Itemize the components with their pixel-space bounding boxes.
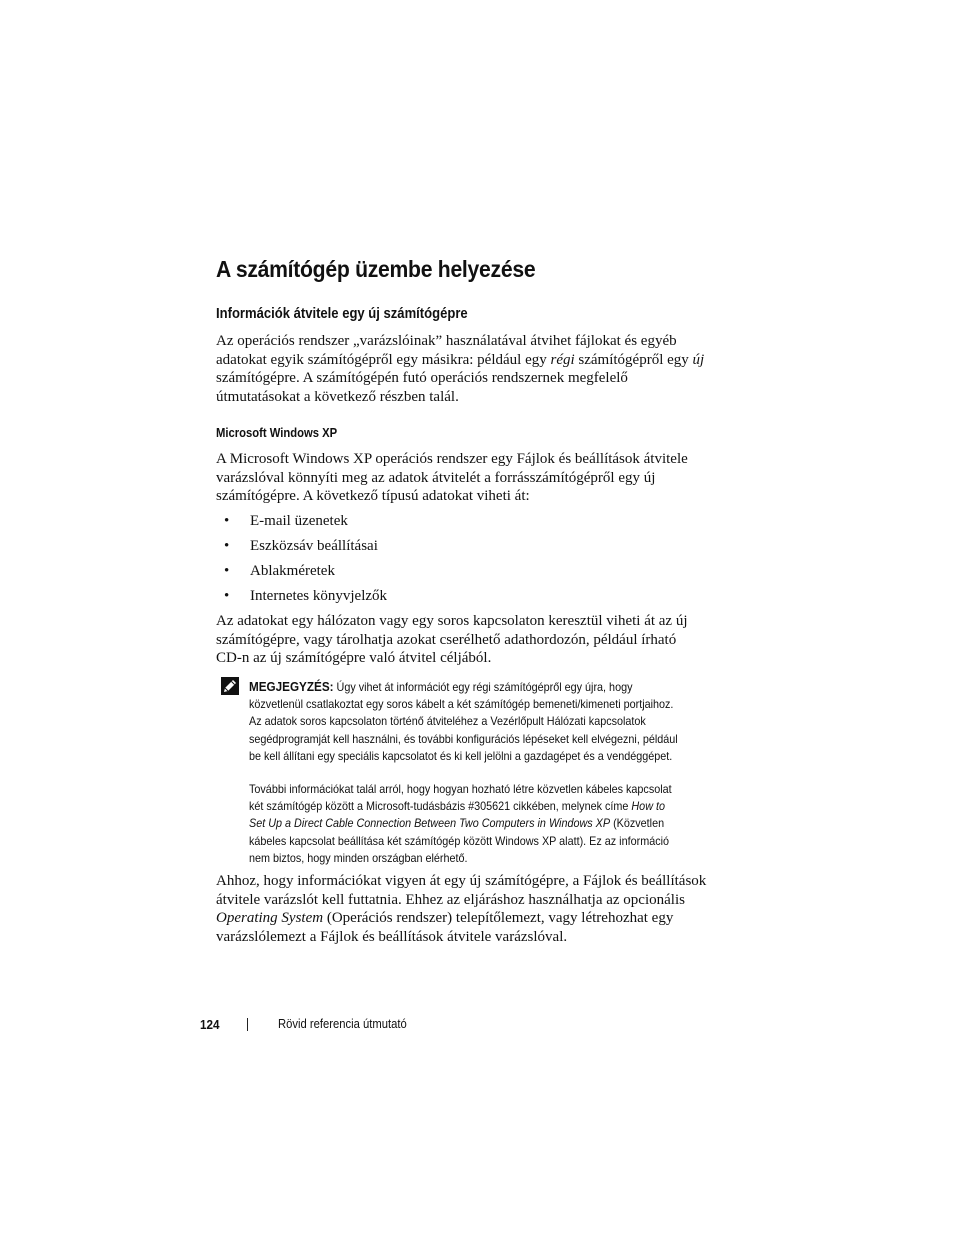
list-item: • Internetes könyvjelzők xyxy=(224,588,388,604)
bullet-icon: • xyxy=(224,588,230,604)
bullet-icon: • xyxy=(224,538,230,554)
note-label: MEGJEGYZÉS: xyxy=(249,679,334,694)
note-line: be kell állítani egy speciális kapcsolatot és ki kell jelölni a gazdagépet és a vendéggépet. xyxy=(249,748,673,763)
list-item: • Ablakméretek xyxy=(224,563,335,579)
page-number: 124 xyxy=(200,1017,220,1032)
final-paragraph xyxy=(216,872,736,946)
transfer-line: Az adatokat egy hálózaton vagy egy soros kapcsolaton keresztül viheti át az új xyxy=(216,613,688,629)
intro-line: útmutatásokat a következő részben talál. xyxy=(216,388,459,405)
note-pencil-icon xyxy=(220,676,240,696)
final-line: Operating System (Operációs rendszer) telepítőlemezt, vagy létrehozhat egy xyxy=(216,910,674,926)
xp-line: számítógépre. A következő típusú adatokat viheti át: xyxy=(216,488,530,504)
xp-line: A Microsoft Windows XP operációs rendszer egy Fájlok és beállítások átvitele xyxy=(216,451,688,467)
intro-line: számítógépre. A számítógépén futó operációs rendszernek megfelelő xyxy=(216,370,628,386)
transfer-line: számítógépre, vagy tárolhatja azokat cserélhető adathordozón, például írható xyxy=(216,631,677,648)
footer-title: Rövid referencia útmutató xyxy=(278,1017,407,1031)
note-line: közvetlenül csatlakoztat egy soros kábelt a két számítógép bemeneti/kimeneti portjaihoz. xyxy=(249,697,674,712)
data-type-list xyxy=(224,511,387,611)
list-item: • Eszközsáv beállításai xyxy=(224,538,378,554)
final-line: varázslólemezt a Fájlok és beállítások átvitele varázslóval. xyxy=(216,928,568,945)
note-box xyxy=(249,678,681,765)
bullet-icon: • xyxy=(224,563,230,579)
transfer-line: CD-n az új számítógépre való átvitel céljából. xyxy=(216,650,492,666)
final-line: átvitele varázslót kell futtatnia. Ehhez az eljáráshoz használhatja az opcionális xyxy=(216,891,685,908)
bullet-icon: • xyxy=(224,513,230,529)
intro-paragraph xyxy=(216,332,736,406)
transfer-paragraph xyxy=(216,612,736,668)
note-line: két számítógép között a Microsoft-tudásbázis #305621 cikkében, melynek címe How to xyxy=(249,799,666,814)
note-reference xyxy=(249,781,681,867)
list-item: • E-mail üzenetek xyxy=(224,513,348,529)
intro-line: Az operációs rendszer „varázslóinak” használatával átvihet fájlokat és egyéb xyxy=(216,333,677,349)
intro-line: adatokat egyik számítógépről egy másikra: például egy régi számítógépről egy új xyxy=(216,351,705,368)
subsection-heading: Microsoft Windows XP xyxy=(216,426,338,440)
page-title: A számítógép üzembe helyezése xyxy=(216,256,536,282)
footer-divider xyxy=(247,1018,248,1031)
section-heading: Információk átvitele egy új számítógépre xyxy=(216,306,468,322)
xp-line: varázslóval könnyíti meg az adatok átvitelét a forrásszámítógépről egy új xyxy=(216,469,656,486)
note-line: nem biztos, hogy minden országban elérhető. xyxy=(249,850,468,865)
note-line: MEGJEGYZÉS: Úgy vihet át információt egy régi számítógépről egy újra, hogy xyxy=(249,679,633,694)
note-line: Az adatok soros kapcsolaton történő átviteléhez a Vezérlőpult Hálózati kapcsolatok xyxy=(249,714,646,729)
final-line: Ahhoz, hogy információkat vigyen át egy új számítógépre, a Fájlok és beállítások xyxy=(216,873,707,889)
xp-paragraph xyxy=(216,450,736,506)
note-line: További információkat talál arról, hogy hogyan hozható létre közvetlen kábeles kapcsolat xyxy=(249,782,672,796)
note-line: segédprogramját kell használni, és további konfigurációs lépéseket kell elvégezni, például xyxy=(249,731,678,746)
note-line: Set Up a Direct Cable Connection Between Two Computers in Windows XP (Közvetlen xyxy=(249,816,665,831)
note-line: kábeles kapcsolat beállítása két számítógép között Windows XP alatt). Ez az információ xyxy=(249,833,670,848)
